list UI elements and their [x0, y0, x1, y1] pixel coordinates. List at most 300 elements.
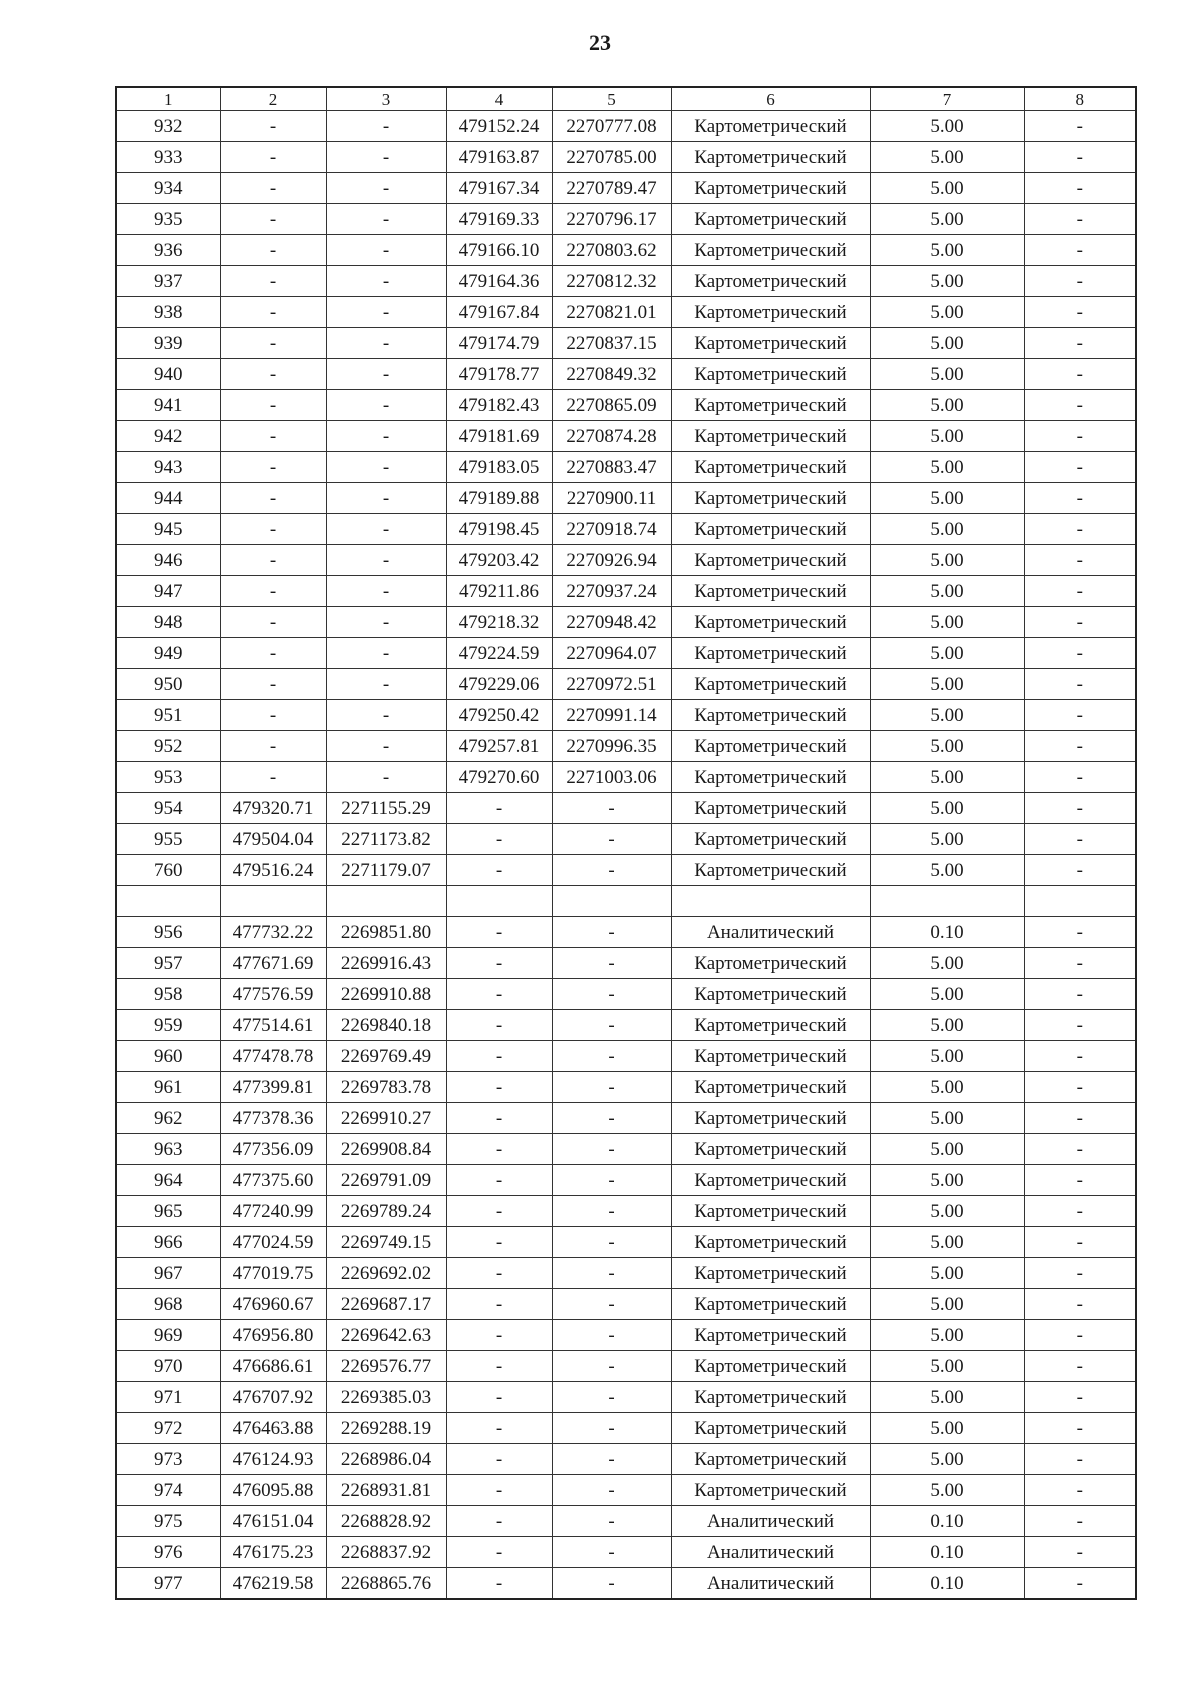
- y-coord-cell: -: [326, 700, 446, 731]
- x-coord-cell: 477399.81: [220, 1072, 326, 1103]
- x-coord-cell: [220, 886, 326, 917]
- description-cell: -: [1024, 1382, 1136, 1413]
- description-cell: -: [1024, 700, 1136, 731]
- y-coord-cell: [326, 886, 446, 917]
- x-coord-new-cell: 479169.33: [446, 204, 552, 235]
- accuracy-cell: 5.00: [870, 514, 1024, 545]
- accuracy-cell: 5.00: [870, 1196, 1024, 1227]
- table-row: [116, 1072, 1136, 1103]
- accuracy-cell: 5.00: [870, 111, 1024, 142]
- y-coord-cell: -: [326, 111, 446, 142]
- y-coord-new-cell: 2270796.17: [552, 204, 671, 235]
- y-coord-cell: -: [326, 173, 446, 204]
- point-number-cell: 956: [116, 917, 220, 948]
- x-coord-cell: 476956.80: [220, 1320, 326, 1351]
- coordinates-table: [115, 86, 1137, 1600]
- accuracy-cell: 5.00: [870, 390, 1024, 421]
- method-cell: Картометрический: [671, 452, 870, 483]
- y-coord-cell: -: [326, 421, 446, 452]
- description-cell: -: [1024, 173, 1136, 204]
- x-coord-cell: 477378.36: [220, 1103, 326, 1134]
- y-coord-new-cell: -: [552, 1506, 671, 1537]
- accuracy-cell: 5.00: [870, 173, 1024, 204]
- x-coord-new-cell: -: [446, 1413, 552, 1444]
- x-coord-new-cell: 479167.84: [446, 297, 552, 328]
- accuracy-cell: 5.00: [870, 824, 1024, 855]
- accuracy-cell: 5.00: [870, 297, 1024, 328]
- accuracy-cell: 5.00: [870, 1072, 1024, 1103]
- x-coord-new-cell: -: [446, 1320, 552, 1351]
- x-coord-new-cell: -: [446, 1103, 552, 1134]
- description-cell: -: [1024, 235, 1136, 266]
- x-coord-new-cell: 479203.42: [446, 545, 552, 576]
- x-coord-new-cell: 479218.32: [446, 607, 552, 638]
- x-coord-cell: -: [220, 204, 326, 235]
- point-number-cell: 968: [116, 1289, 220, 1320]
- x-coord-new-cell: -: [446, 1506, 552, 1537]
- accuracy-cell: 5.00: [870, 1165, 1024, 1196]
- x-coord-cell: 479504.04: [220, 824, 326, 855]
- y-coord-cell: -: [326, 204, 446, 235]
- x-coord-cell: 477478.78: [220, 1041, 326, 1072]
- method-cell: Картометрический: [671, 545, 870, 576]
- point-number-cell: 963: [116, 1134, 220, 1165]
- method-cell: Картометрический: [671, 793, 870, 824]
- y-coord-cell: 2269910.27: [326, 1103, 446, 1134]
- y-coord-new-cell: -: [552, 1041, 671, 1072]
- x-coord-cell: -: [220, 328, 326, 359]
- accuracy-cell: 5.00: [870, 1320, 1024, 1351]
- y-coord-cell: -: [326, 328, 446, 359]
- y-coord-cell: 2269789.24: [326, 1196, 446, 1227]
- point-number-cell: 950: [116, 669, 220, 700]
- y-coord-cell: -: [326, 142, 446, 173]
- table-header: [116, 87, 1136, 111]
- description-cell: -: [1024, 421, 1136, 452]
- method-cell: Картометрический: [671, 1103, 870, 1134]
- table-row: [116, 607, 1136, 638]
- point-number-cell: 967: [116, 1258, 220, 1289]
- method-cell: Картометрический: [671, 1289, 870, 1320]
- y-coord-cell: -: [326, 545, 446, 576]
- accuracy-cell: 5.00: [870, 545, 1024, 576]
- y-coord-new-cell: 2270837.15: [552, 328, 671, 359]
- x-coord-new-cell: 479178.77: [446, 359, 552, 390]
- x-coord-new-cell: -: [446, 1041, 552, 1072]
- accuracy-cell: 0.10: [870, 1506, 1024, 1537]
- x-coord-new-cell: 479250.42: [446, 700, 552, 731]
- method-cell: Аналитический: [671, 917, 870, 948]
- x-coord-cell: -: [220, 390, 326, 421]
- point-number-cell: 949: [116, 638, 220, 669]
- x-coord-cell: -: [220, 297, 326, 328]
- header-cell: 4: [446, 87, 552, 111]
- table-row: [116, 979, 1136, 1010]
- point-number-cell: 969: [116, 1320, 220, 1351]
- point-number-cell: 958: [116, 979, 220, 1010]
- table-row: [116, 576, 1136, 607]
- description-cell: -: [1024, 576, 1136, 607]
- table-row: [116, 855, 1136, 886]
- description-cell: -: [1024, 297, 1136, 328]
- method-cell: Картометрический: [671, 514, 870, 545]
- x-coord-new-cell: -: [446, 1196, 552, 1227]
- accuracy-cell: 5.00: [870, 266, 1024, 297]
- point-number-cell: 760: [116, 855, 220, 886]
- y-coord-cell: 2269769.49: [326, 1041, 446, 1072]
- x-coord-cell: -: [220, 545, 326, 576]
- x-coord-new-cell: -: [446, 1289, 552, 1320]
- x-coord-cell: 477576.59: [220, 979, 326, 1010]
- accuracy-cell: 5.00: [870, 1010, 1024, 1041]
- accuracy-cell: 5.00: [870, 731, 1024, 762]
- table-row: [116, 483, 1136, 514]
- accuracy-cell: 5.00: [870, 948, 1024, 979]
- header-cell: 8: [1024, 87, 1136, 111]
- accuracy-cell: 5.00: [870, 1475, 1024, 1506]
- x-coord-new-cell: -: [446, 824, 552, 855]
- accuracy-cell: 5.00: [870, 1382, 1024, 1413]
- y-coord-cell: -: [326, 235, 446, 266]
- point-number-cell: 970: [116, 1351, 220, 1382]
- x-coord-new-cell: -: [446, 1475, 552, 1506]
- method-cell: Картометрический: [671, 1165, 870, 1196]
- x-coord-cell: 477019.75: [220, 1258, 326, 1289]
- description-cell: -: [1024, 1258, 1136, 1289]
- table-body: [116, 111, 1136, 1600]
- point-number-cell: 961: [116, 1072, 220, 1103]
- y-coord-new-cell: -: [552, 1320, 671, 1351]
- table-row: [116, 421, 1136, 452]
- y-coord-cell: 2271173.82: [326, 824, 446, 855]
- y-coord-new-cell: [552, 886, 671, 917]
- table-row: [116, 1134, 1136, 1165]
- accuracy-cell: 5.00: [870, 235, 1024, 266]
- y-coord-cell: 2269916.43: [326, 948, 446, 979]
- y-coord-cell: -: [326, 483, 446, 514]
- table-row: [116, 1568, 1136, 1600]
- y-coord-new-cell: 2270812.32: [552, 266, 671, 297]
- y-coord-new-cell: 2270874.28: [552, 421, 671, 452]
- y-coord-new-cell: -: [552, 1444, 671, 1475]
- method-cell: Картометрический: [671, 390, 870, 421]
- y-coord-new-cell: -: [552, 1475, 671, 1506]
- table-row: [116, 1165, 1136, 1196]
- table-row: [116, 1227, 1136, 1258]
- description-cell: [1024, 886, 1136, 917]
- method-cell: Картометрический: [671, 824, 870, 855]
- description-cell: -: [1024, 948, 1136, 979]
- y-coord-new-cell: -: [552, 1010, 671, 1041]
- y-coord-cell: 2269385.03: [326, 1382, 446, 1413]
- description-cell: -: [1024, 328, 1136, 359]
- y-coord-cell: -: [326, 669, 446, 700]
- y-coord-new-cell: -: [552, 1196, 671, 1227]
- point-number-cell: 938: [116, 297, 220, 328]
- x-coord-new-cell: -: [446, 948, 552, 979]
- x-coord-new-cell: 479166.10: [446, 235, 552, 266]
- table-row: [116, 731, 1136, 762]
- table-row: [116, 1382, 1136, 1413]
- point-number-cell: 977: [116, 1568, 220, 1600]
- accuracy-cell: 5.00: [870, 1413, 1024, 1444]
- method-cell: Картометрический: [671, 607, 870, 638]
- y-coord-new-cell: -: [552, 1351, 671, 1382]
- point-number-cell: 953: [116, 762, 220, 793]
- method-cell: Картометрический: [671, 483, 870, 514]
- x-coord-cell: -: [220, 142, 326, 173]
- description-cell: -: [1024, 638, 1136, 669]
- point-number-cell: [116, 886, 220, 917]
- method-cell: Картометрический: [671, 1072, 870, 1103]
- header-row: [116, 87, 1136, 111]
- y-coord-cell: 2269910.88: [326, 979, 446, 1010]
- accuracy-cell: 5.00: [870, 328, 1024, 359]
- point-number-cell: 944: [116, 483, 220, 514]
- point-number-cell: 943: [116, 452, 220, 483]
- x-coord-new-cell: -: [446, 1072, 552, 1103]
- y-coord-new-cell: 2270972.51: [552, 669, 671, 700]
- y-coord-new-cell: -: [552, 1413, 671, 1444]
- header-cell: 1: [116, 87, 220, 111]
- method-cell: Картометрический: [671, 979, 870, 1010]
- method-cell: Картометрический: [671, 762, 870, 793]
- x-coord-cell: 477356.09: [220, 1134, 326, 1165]
- point-number-cell: 973: [116, 1444, 220, 1475]
- table-row: [116, 204, 1136, 235]
- y-coord-new-cell: -: [552, 1568, 671, 1600]
- description-cell: -: [1024, 917, 1136, 948]
- y-coord-cell: 2268986.04: [326, 1444, 446, 1475]
- point-number-cell: 946: [116, 545, 220, 576]
- table-row: [116, 359, 1136, 390]
- point-number-cell: 933: [116, 142, 220, 173]
- y-coord-cell: -: [326, 297, 446, 328]
- x-coord-cell: -: [220, 266, 326, 297]
- y-coord-new-cell: -: [552, 948, 671, 979]
- method-cell: Картометрический: [671, 1196, 870, 1227]
- accuracy-cell: [870, 886, 1024, 917]
- x-coord-cell: 479516.24: [220, 855, 326, 886]
- y-coord-new-cell: 2270996.35: [552, 731, 671, 762]
- accuracy-cell: 0.10: [870, 1537, 1024, 1568]
- description-cell: -: [1024, 1165, 1136, 1196]
- x-coord-new-cell: 479229.06: [446, 669, 552, 700]
- method-cell: Картометрический: [671, 948, 870, 979]
- x-coord-cell: 477671.69: [220, 948, 326, 979]
- point-number-cell: 941: [116, 390, 220, 421]
- method-cell: Картометрический: [671, 669, 870, 700]
- method-cell: Аналитический: [671, 1506, 870, 1537]
- x-coord-cell: -: [220, 359, 326, 390]
- page-number: 23: [589, 30, 611, 55]
- x-coord-cell: -: [220, 173, 326, 204]
- x-coord-new-cell: -: [446, 1444, 552, 1475]
- point-number-cell: 932: [116, 111, 220, 142]
- table-row: [116, 266, 1136, 297]
- y-coord-new-cell: -: [552, 1537, 671, 1568]
- table-row: [116, 142, 1136, 173]
- y-coord-new-cell: 2271003.06: [552, 762, 671, 793]
- table-row: [116, 700, 1136, 731]
- accuracy-cell: 5.00: [870, 1134, 1024, 1165]
- x-coord-cell: -: [220, 669, 326, 700]
- point-number-cell: 972: [116, 1413, 220, 1444]
- y-coord-new-cell: 2270785.00: [552, 142, 671, 173]
- y-coord-new-cell: 2270821.01: [552, 297, 671, 328]
- y-coord-cell: -: [326, 576, 446, 607]
- y-coord-cell: -: [326, 390, 446, 421]
- x-coord-new-cell: -: [446, 1258, 552, 1289]
- table-row: [116, 762, 1136, 793]
- point-number-cell: 952: [116, 731, 220, 762]
- y-coord-cell: -: [326, 359, 446, 390]
- table-row: [116, 886, 1136, 917]
- x-coord-new-cell: -: [446, 979, 552, 1010]
- y-coord-cell: 2269687.17: [326, 1289, 446, 1320]
- x-coord-new-cell: 479270.60: [446, 762, 552, 793]
- method-cell: Картометрический: [671, 855, 870, 886]
- table-row: [116, 1320, 1136, 1351]
- description-cell: -: [1024, 1506, 1136, 1537]
- y-coord-cell: 2268931.81: [326, 1475, 446, 1506]
- y-coord-new-cell: 2270883.47: [552, 452, 671, 483]
- accuracy-cell: 0.10: [870, 1568, 1024, 1600]
- y-coord-new-cell: -: [552, 979, 671, 1010]
- description-cell: -: [1024, 390, 1136, 421]
- method-cell: Картометрический: [671, 1134, 870, 1165]
- y-coord-new-cell: 2270777.08: [552, 111, 671, 142]
- x-coord-cell: -: [220, 638, 326, 669]
- x-coord-new-cell: -: [446, 1382, 552, 1413]
- y-coord-cell: -: [326, 762, 446, 793]
- method-cell: Картометрический: [671, 1041, 870, 1072]
- x-coord-cell: 476124.93: [220, 1444, 326, 1475]
- description-cell: -: [1024, 452, 1136, 483]
- table-row: [116, 917, 1136, 948]
- method-cell: Картометрический: [671, 731, 870, 762]
- description-cell: -: [1024, 1351, 1136, 1382]
- y-coord-cell: 2269851.80: [326, 917, 446, 948]
- point-number-cell: 948: [116, 607, 220, 638]
- table-row: [116, 297, 1136, 328]
- x-coord-cell: 477732.22: [220, 917, 326, 948]
- method-cell: Картометрический: [671, 1258, 870, 1289]
- x-coord-cell: -: [220, 514, 326, 545]
- description-cell: -: [1024, 545, 1136, 576]
- accuracy-cell: 5.00: [870, 762, 1024, 793]
- point-number-cell: 954: [116, 793, 220, 824]
- x-coord-new-cell: 479181.69: [446, 421, 552, 452]
- table-row: [116, 1413, 1136, 1444]
- x-coord-cell: 477240.99: [220, 1196, 326, 1227]
- accuracy-cell: 5.00: [870, 1227, 1024, 1258]
- y-coord-new-cell: 2270964.07: [552, 638, 671, 669]
- header-cell: 6: [671, 87, 870, 111]
- accuracy-cell: 5.00: [870, 1289, 1024, 1320]
- description-cell: -: [1024, 1568, 1136, 1600]
- x-coord-cell: -: [220, 421, 326, 452]
- point-number-cell: 945: [116, 514, 220, 545]
- description-cell: -: [1024, 824, 1136, 855]
- header-cell: 5: [552, 87, 671, 111]
- y-coord-new-cell: 2270991.14: [552, 700, 671, 731]
- table-row: [116, 1196, 1136, 1227]
- y-coord-cell: -: [326, 452, 446, 483]
- x-coord-new-cell: -: [446, 1134, 552, 1165]
- x-coord-new-cell: 479182.43: [446, 390, 552, 421]
- y-coord-new-cell: -: [552, 855, 671, 886]
- y-coord-new-cell: -: [552, 1289, 671, 1320]
- table-row: [116, 824, 1136, 855]
- x-coord-cell: -: [220, 607, 326, 638]
- accuracy-cell: 5.00: [870, 359, 1024, 390]
- accuracy-cell: 5.00: [870, 607, 1024, 638]
- y-coord-new-cell: -: [552, 1382, 671, 1413]
- x-coord-cell: -: [220, 731, 326, 762]
- x-coord-cell: -: [220, 111, 326, 142]
- method-cell: Аналитический: [671, 1568, 870, 1600]
- method-cell: Картометрический: [671, 204, 870, 235]
- x-coord-new-cell: 479163.87: [446, 142, 552, 173]
- accuracy-cell: 5.00: [870, 421, 1024, 452]
- description-cell: -: [1024, 1289, 1136, 1320]
- x-coord-cell: -: [220, 576, 326, 607]
- header-cell: 3: [326, 87, 446, 111]
- y-coord-cell: -: [326, 731, 446, 762]
- point-number-cell: 934: [116, 173, 220, 204]
- description-cell: -: [1024, 1134, 1136, 1165]
- method-cell: Картометрический: [671, 359, 870, 390]
- x-coord-new-cell: -: [446, 1568, 552, 1600]
- point-number-cell: 966: [116, 1227, 220, 1258]
- x-coord-new-cell: 479167.34: [446, 173, 552, 204]
- description-cell: -: [1024, 204, 1136, 235]
- x-coord-new-cell: 479224.59: [446, 638, 552, 669]
- method-cell: Картометрический: [671, 638, 870, 669]
- y-coord-cell: -: [326, 514, 446, 545]
- x-coord-cell: -: [220, 235, 326, 266]
- description-cell: -: [1024, 1196, 1136, 1227]
- y-coord-new-cell: 2270937.24: [552, 576, 671, 607]
- point-number-cell: 975: [116, 1506, 220, 1537]
- y-coord-new-cell: 2270789.47: [552, 173, 671, 204]
- x-coord-cell: 477375.60: [220, 1165, 326, 1196]
- x-coord-new-cell: 479189.88: [446, 483, 552, 514]
- x-coord-new-cell: 479152.24: [446, 111, 552, 142]
- x-coord-cell: -: [220, 452, 326, 483]
- y-coord-new-cell: -: [552, 1072, 671, 1103]
- table-row: [116, 235, 1136, 266]
- table-row: [116, 1289, 1136, 1320]
- x-coord-cell: 476219.58: [220, 1568, 326, 1600]
- accuracy-cell: 0.10: [870, 917, 1024, 948]
- x-coord-cell: 476175.23: [220, 1537, 326, 1568]
- x-coord-new-cell: 479257.81: [446, 731, 552, 762]
- x-coord-cell: 477514.61: [220, 1010, 326, 1041]
- table-row: [116, 452, 1136, 483]
- accuracy-cell: 5.00: [870, 483, 1024, 514]
- header-cell: 2: [220, 87, 326, 111]
- x-coord-new-cell: 479174.79: [446, 328, 552, 359]
- accuracy-cell: 5.00: [870, 700, 1024, 731]
- y-coord-new-cell: 2270900.11: [552, 483, 671, 514]
- y-coord-cell: 2269749.15: [326, 1227, 446, 1258]
- table-row: [116, 793, 1136, 824]
- method-cell: Картометрический: [671, 235, 870, 266]
- x-coord-new-cell: -: [446, 1537, 552, 1568]
- method-cell: Картометрический: [671, 1444, 870, 1475]
